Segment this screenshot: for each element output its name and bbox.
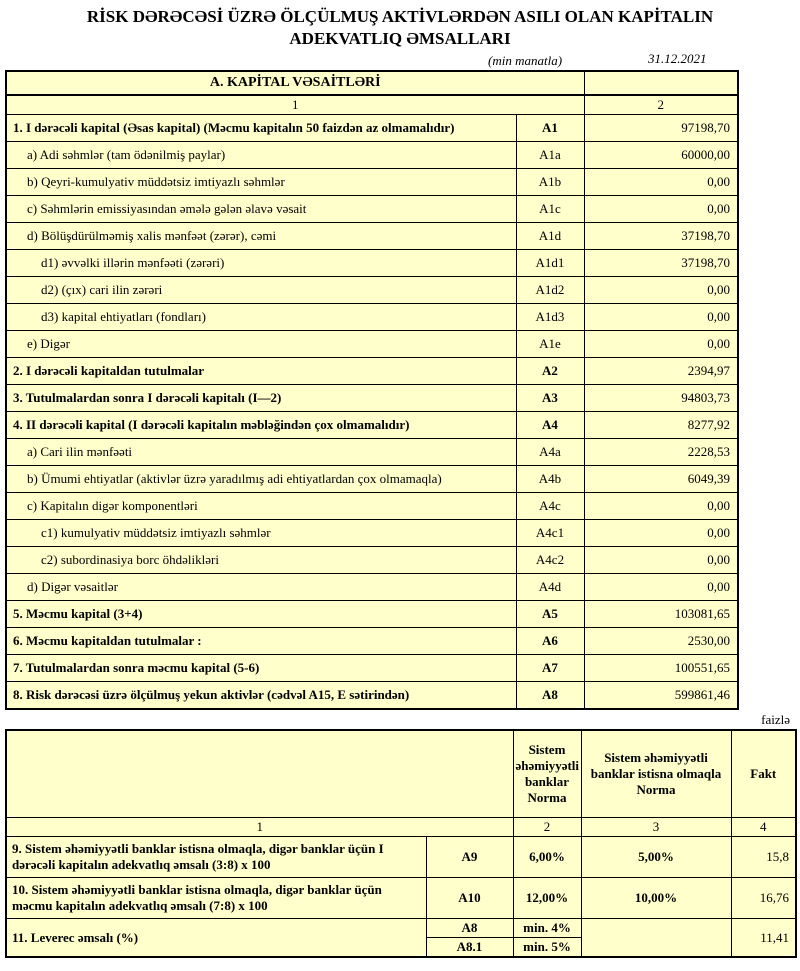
percent-note: faizlə	[761, 711, 790, 727]
row-label: d3) kapital ehtiyatları (fondları)	[6, 304, 516, 331]
row-fact: 15,8	[731, 837, 796, 878]
row-code: A4c2	[516, 547, 584, 574]
row-label: 6. Məcmu kapitaldan tutulmalar :	[6, 628, 516, 655]
capital-table-row	[6, 142, 738, 169]
capital-table-row	[6, 304, 738, 331]
capital-table-row	[6, 277, 738, 304]
capital-table-row	[6, 412, 738, 439]
row-norm-non-systemic	[581, 919, 731, 958]
column-number-2: 2	[584, 95, 738, 115]
capital-table-row	[6, 574, 738, 601]
row-value: 2530,00	[584, 628, 738, 655]
capital-table-row	[6, 601, 738, 628]
row-label: e) Digər	[6, 331, 516, 358]
row-label: d) Digər vəsaitlər	[6, 574, 516, 601]
capital-table-row	[6, 385, 738, 412]
capital-table-section-row	[6, 71, 738, 95]
row-code: A2	[516, 358, 584, 385]
capital-table-row	[6, 682, 738, 709]
row-label: b) Qeyri-kumulyativ müddətsiz imtiyazlı səhmlər	[6, 169, 516, 196]
row-value: 0,00	[584, 547, 738, 574]
row-value: 103081,65	[584, 601, 738, 628]
capital-table-row	[6, 196, 738, 223]
row-norm: min. 4%	[513, 919, 581, 938]
capital-table-row	[6, 223, 738, 250]
row-norm-systemic: 12,00%	[513, 878, 581, 919]
capital-table-row	[6, 547, 738, 574]
capital-table-row	[6, 331, 738, 358]
row-code: A4c1	[516, 520, 584, 547]
column-number-1: 1	[6, 95, 584, 115]
row-value: 2394,97	[584, 358, 738, 385]
row-code: A1c	[516, 196, 584, 223]
page-title	[0, 0, 800, 50]
row-value: 0,00	[584, 574, 738, 601]
row-code: A8	[516, 682, 584, 709]
capital-table-numbers-row	[6, 95, 738, 115]
row-code: A7	[516, 655, 584, 682]
row-label: c) Səhmlərin emissiyasından əmələ gələn əlavə vəsait	[6, 196, 516, 223]
row-label: c1) kumulyativ müddətsiz imtiyazlı səhmlər	[6, 520, 516, 547]
row-value: 8277,92	[584, 412, 738, 439]
row-value: 0,00	[584, 493, 738, 520]
capital-table-row	[6, 115, 738, 142]
row-fact: 11,41	[731, 919, 796, 958]
row-code: A10	[426, 878, 513, 919]
ratio-table-row	[6, 837, 796, 878]
row-norm-non-systemic: 5,00%	[581, 837, 731, 878]
row-code: A9	[426, 837, 513, 878]
capital-table-row	[6, 655, 738, 682]
row-value: 0,00	[584, 277, 738, 304]
row-label: d) Bölüşdürülməmiş xalis mənfəət (zərər), cəmi	[6, 223, 516, 250]
row-value: 60000,00	[584, 142, 738, 169]
row-norm: min. 5%	[513, 938, 581, 958]
row-label: 9. Sistem əhəmiyyətli banklar istisna olmaqla, digər banklar üçün I dərəcəli kapitalın adekvatlıq əmsalı (3:8) x 100	[6, 837, 426, 878]
row-code: A4a	[516, 439, 584, 466]
row-value: 97198,70	[584, 115, 738, 142]
capital-table	[5, 70, 739, 710]
column-number-3: 3	[581, 818, 731, 837]
row-code: A1d1	[516, 250, 584, 277]
capital-table-row	[6, 250, 738, 277]
row-value: 0,00	[584, 331, 738, 358]
row-label: a) Cari ilin mənfəəti	[6, 439, 516, 466]
row-value: 6049,39	[584, 466, 738, 493]
row-value: 0,00	[584, 196, 738, 223]
capital-table-row	[6, 169, 738, 196]
column-number-2: 2	[513, 818, 581, 837]
capital-table-row	[6, 466, 738, 493]
unit-note: (min manatla)	[488, 53, 563, 69]
ratio-table-row	[6, 878, 796, 919]
row-code: A8	[426, 919, 513, 938]
row-label: 8. Risk dərəcəsi üzrə ölçülmuş yekun aktivlər (cədvəl A15, E sətirindən)	[6, 682, 516, 709]
row-label: d1) əvvəlki illərin mənfəəti (zərəri)	[6, 250, 516, 277]
meta-row	[0, 50, 800, 68]
row-code: A1d2	[516, 277, 584, 304]
capital-table-row	[6, 439, 738, 466]
row-label: a) Adi səhmlər (tam ödənilmiş paylar)	[6, 142, 516, 169]
ratio-header-empty-cell	[6, 730, 513, 818]
row-value: 0,00	[584, 169, 738, 196]
capital-table-body	[6, 115, 738, 709]
capital-table-row	[6, 520, 738, 547]
row-code: A1	[516, 115, 584, 142]
capital-table-row	[6, 628, 738, 655]
ratio-table-numbers-row	[6, 818, 796, 837]
row-code: A8.1	[426, 938, 513, 958]
row-label: 3. Tutulmalardan sonra I dərəcəli kapitalı (I—2)	[6, 385, 516, 412]
capital-table-row	[6, 493, 738, 520]
row-label: 4. II dərəcəli kapital (I dərəcəli kapitalın məbləğindən çox olmamalıdır)	[6, 412, 516, 439]
ratio-table	[5, 729, 797, 959]
row-value: 2228,53	[584, 439, 738, 466]
title-line-2: ADEKVATLIQ ƏMSALLARI	[289, 29, 511, 49]
row-label: b) Ümumi ehtiyatlar (aktivlər üzrə yaradılmış adi ehtiyatlardan çox olmamaqla)	[6, 466, 516, 493]
leverage-row	[6, 919, 796, 938]
row-code: A4b	[516, 466, 584, 493]
row-value: 37198,70	[584, 250, 738, 277]
row-value: 0,00	[584, 520, 738, 547]
row-code: A4	[516, 412, 584, 439]
row-label: c) Kapitalın digər komponentləri	[6, 493, 516, 520]
row-label: 10. Sistem əhəmiyyətli banklar istisna olmaqla, digər banklar üçün məcmu kapitalın adekvatlıq əmsalı (7:8) x 100	[6, 878, 426, 919]
row-label: 7. Tutulmalardan sonra məcmu kapital (5-6)	[6, 655, 516, 682]
row-value: 599861,46	[584, 682, 738, 709]
row-label: 11. Leverec əmsalı (%)	[6, 919, 426, 958]
ratio-header-norm-systemic: Sistem əhəmiyyətli banklar Norma	[513, 730, 581, 818]
section-header: A. KAPİTAL VƏSAİTLƏRİ	[6, 71, 584, 95]
row-label: 5. Məcmu kapital (3+4)	[6, 601, 516, 628]
row-fact: 16,76	[731, 878, 796, 919]
row-code: A1a	[516, 142, 584, 169]
row-code: A1d	[516, 223, 584, 250]
row-label: 1. I dərəcəli kapital (Əsas kapital) (Məcmu kapitalın 50 faizdən az olmamalıdır)	[6, 115, 516, 142]
row-label: c2) subordinasiya borc öhdəlikləri	[6, 547, 516, 574]
row-code: A5	[516, 601, 584, 628]
report-date: 31.12.2021	[648, 51, 707, 67]
row-code: A1e	[516, 331, 584, 358]
row-code: A3	[516, 385, 584, 412]
row-value: 94803,73	[584, 385, 738, 412]
row-code: A1d3	[516, 304, 584, 331]
capital-table-row	[6, 358, 738, 385]
row-code: A4c	[516, 493, 584, 520]
row-value: 100551,65	[584, 655, 738, 682]
row-value: 37198,70	[584, 223, 738, 250]
row-norm-non-systemic: 10,00%	[581, 878, 731, 919]
row-value: 0,00	[584, 304, 738, 331]
row-norm-systemic: 6,00%	[513, 837, 581, 878]
ratio-header-norm-non-systemic: Sistem əhəmiyyətli banklar istisna olmaqla Norma	[581, 730, 731, 818]
row-code: A6	[516, 628, 584, 655]
row-code: A4d	[516, 574, 584, 601]
ratio-table-header-row	[6, 730, 796, 818]
row-code: A1b	[516, 169, 584, 196]
column-number-4: 4	[731, 818, 796, 837]
column-number-1: 1	[6, 818, 513, 837]
title-line-1: RİSK DƏRƏCƏSİ ÜZRƏ ÖLÇÜLMUŞ AKTİVLƏRDƏN ASILI OLAN KAPİTALIN	[86, 7, 714, 26]
section-header-empty-cell	[584, 71, 738, 95]
ratio-header-fact: Fakt	[731, 730, 796, 818]
row-label: 2. I dərəcəli kapitaldan tutulmalar	[6, 358, 516, 385]
row-label: d2) (çıx) cari ilin zərəri	[6, 277, 516, 304]
